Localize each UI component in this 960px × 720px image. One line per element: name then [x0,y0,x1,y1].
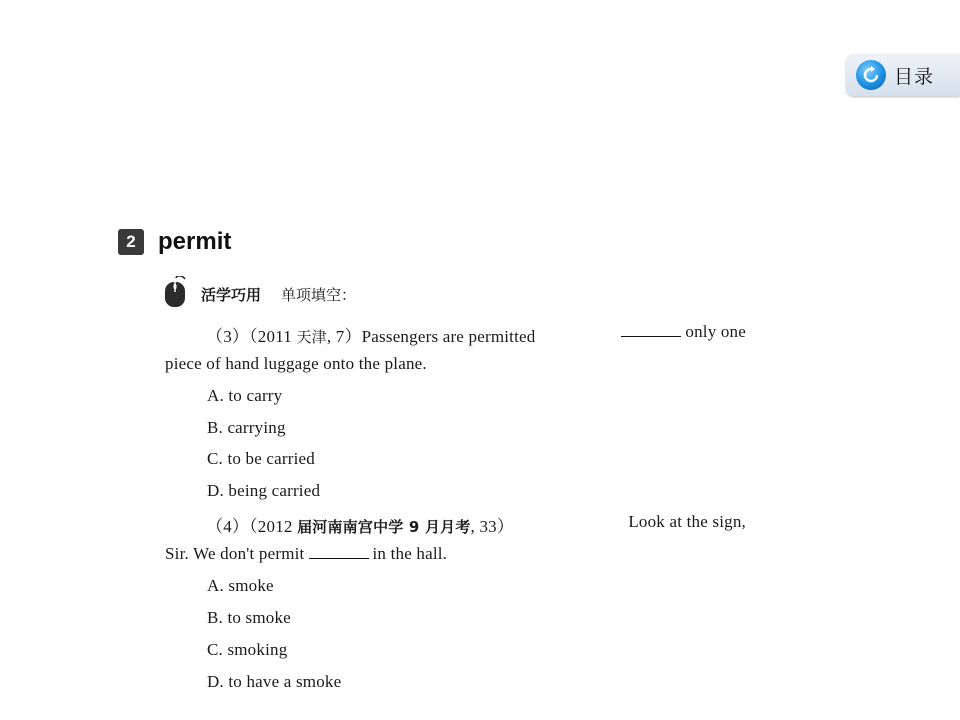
question-4-stem-line2 [165,544,447,564]
practice-instruction: 单项填空： [281,286,357,304]
question-3-option-a: A. to carry [207,386,283,405]
question-4-option-a: A. smoke [207,576,274,595]
question-4-option-d: D. to have a smoke [207,672,342,691]
section-heading [118,228,231,256]
question-4-number: （4） [206,517,250,536]
question-3-source-place: 天津 [296,328,327,346]
question-3-source-open: （2011 [249,327,297,346]
section-word: permit [158,228,232,255]
question-4-option-b: B. to smoke [207,608,291,627]
question-4-source-close: , 33） [470,517,515,536]
question-4-source-place: 届河南南宫中学 9 月月考 [297,518,471,536]
toc-label: 目录 [894,65,935,88]
question-3-stem-b: only one [685,322,746,341]
question-4-option-c: C. smoking [207,640,288,659]
practice-header [163,276,356,313]
question-4-stem-line2-b: in the hall. [372,544,448,563]
question-3-source-close: , 7） [326,327,362,346]
question-3-stem [206,322,746,347]
question-3-option-d: D. being carried [207,481,321,500]
question-3-option-b: B. carrying [207,418,286,437]
question-4-stem-a: Look at the sign, [628,512,746,531]
question-3-stem-line2: piece of hand luggage onto the plane. [165,354,427,373]
question-3-stem-a: Passengers are permitted [361,327,536,346]
answer-blank [621,322,681,337]
question-3-number: （3） [206,327,250,346]
question-4-stem [206,512,746,537]
question-4-source-open: （2012 [249,517,298,536]
question-3-option-c: C. to be carried [207,449,315,468]
section-number-badge: 2 [118,229,144,255]
question-4-stem-line2-a: Sir. We don't permit [165,544,305,563]
toc-button[interactable] [846,54,960,96]
practice-title: 活学巧用 [201,286,262,304]
answer-blank [309,544,369,559]
refresh-icon [856,60,886,90]
mouse-icon [163,276,189,313]
